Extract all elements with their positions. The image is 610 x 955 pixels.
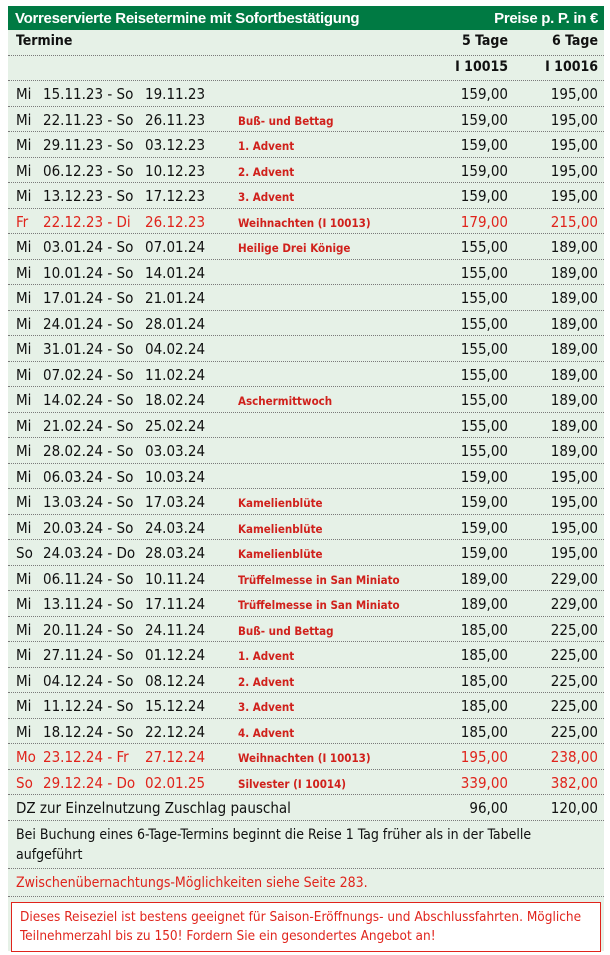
date-end: 21.01.24 xyxy=(145,289,206,307)
price-5-tage: 185,00 xyxy=(460,646,508,664)
price-5-tage: 179,00 xyxy=(460,212,508,231)
price-5-tage: 189,00 xyxy=(460,595,508,613)
price-5-tage: 195,00 xyxy=(460,748,508,766)
weekday-start: Mi xyxy=(16,161,32,180)
weekday-start: Mi xyxy=(16,365,32,384)
date-end: 24.03.24 xyxy=(145,518,206,537)
date-end: 17.11.24 xyxy=(145,595,206,613)
weekday-start: Mi xyxy=(16,238,32,256)
column-header-row xyxy=(8,30,604,56)
weekday-start: Mi xyxy=(16,136,32,154)
weekday-start: So xyxy=(16,544,33,562)
row-note: 3. Advent xyxy=(238,700,295,714)
price-5-tage: 159,00 xyxy=(460,493,508,511)
column-header-5-tage: 5 Tage xyxy=(462,33,508,49)
date-start: 18.12.24 - So xyxy=(43,722,134,741)
price-6-tage: 229,00 xyxy=(550,569,598,588)
row-note: Buß- und Bettag xyxy=(238,113,334,128)
date-start: 22.12.23 - Di xyxy=(43,212,131,231)
date-start: 29.11.23 - So xyxy=(43,136,134,154)
price-5-tage: 189,00 xyxy=(460,569,508,588)
date-end: 28.01.24 xyxy=(145,314,206,333)
price-5-tage: 159,00 xyxy=(460,518,508,537)
date-end: 15.12.24 xyxy=(145,697,206,715)
weekday-start: Mi xyxy=(16,467,32,486)
row-note: Heilige Drei Könige xyxy=(238,241,351,255)
date-start: 24.03.24 - Do xyxy=(43,544,136,562)
price-6-tage: 238,00 xyxy=(550,748,598,766)
table-row xyxy=(8,566,604,592)
price-5-tage: 339,00 xyxy=(460,773,508,792)
row-note: Trüffelmesse in San Miniato xyxy=(238,572,400,587)
price-5-tage: 185,00 xyxy=(460,722,508,741)
date-start: 23.12.24 - Fr xyxy=(43,748,129,766)
weekday-start: Mi xyxy=(16,442,32,460)
table-row xyxy=(8,489,604,515)
date-end: 18.02.24 xyxy=(145,391,206,409)
price-5-tage: 159,00 xyxy=(460,85,508,103)
date-end: 01.12.24 xyxy=(145,646,206,664)
price-6-tage: 189,00 xyxy=(550,416,598,435)
date-end: 03.03.24 xyxy=(145,442,206,460)
date-end: 26.11.23 xyxy=(145,110,206,129)
date-start: 13.03.24 - So xyxy=(43,493,134,511)
weekday-start: Mi xyxy=(16,391,32,409)
single-room-label: DZ zur Einzelnutzung Zuschlag pauschal xyxy=(16,799,291,817)
date-start: 15.11.23 - So xyxy=(43,85,134,103)
weekday-start: Mo xyxy=(16,748,36,766)
weekday-start: Mi xyxy=(16,110,32,129)
weekday-start: Mi xyxy=(16,493,32,511)
info-box: Dieses Reiseziel ist bestens geeignet für Saison-Eröffnungs- und Abschlussfahrten. Mögliche Teilnehmerzahl bis zu 150! Fordern Sie ein gesondertes Angebot an! xyxy=(11,902,601,952)
table-row xyxy=(8,158,604,184)
date-end: 28.03.24 xyxy=(145,544,206,562)
price-6-tage: 189,00 xyxy=(550,365,598,384)
table-row xyxy=(8,311,604,337)
weekday-start: Mi xyxy=(16,620,32,639)
price-5-tage: 155,00 xyxy=(460,442,508,460)
date-end: 07.01.24 xyxy=(145,238,206,256)
single-room-row xyxy=(8,795,604,821)
date-end: 17.12.23 xyxy=(145,187,206,205)
date-start: 24.01.24 - So xyxy=(43,314,134,333)
price-5-tage: 159,00 xyxy=(460,136,508,154)
price-6-tage: 189,00 xyxy=(550,391,598,409)
column-code-row xyxy=(8,56,604,82)
table-row xyxy=(8,336,604,362)
table-row xyxy=(8,209,604,235)
price-5-tage: 155,00 xyxy=(460,289,508,307)
table-row xyxy=(8,668,604,694)
weekday-start: Mi xyxy=(16,289,32,307)
weekday-start: Mi xyxy=(16,314,32,333)
price-6-tage: 195,00 xyxy=(550,85,598,103)
price-6-tage: 225,00 xyxy=(550,620,598,639)
price-6-tage: 195,00 xyxy=(550,161,598,180)
price-5-tage: 159,00 xyxy=(460,110,508,129)
travel-dates-table xyxy=(8,6,604,951)
weekday-start: Mi xyxy=(16,646,32,664)
row-note: 1. Advent xyxy=(238,139,295,153)
table-title-bar xyxy=(8,6,604,30)
price-6-tage: 195,00 xyxy=(550,518,598,537)
date-start: 07.02.24 - So xyxy=(43,365,134,384)
price-6-tage: 195,00 xyxy=(550,136,598,154)
date-start: 21.02.24 - So xyxy=(43,416,134,435)
date-start: 28.02.24 - So xyxy=(43,442,134,460)
date-start: 22.11.23 - So xyxy=(43,110,134,129)
date-end: 10.11.24 xyxy=(145,569,206,588)
row-note: Weihnachten (I 10013) xyxy=(238,215,371,230)
price-5-tage: 155,00 xyxy=(460,416,508,435)
single-room-price-6: 120,00 xyxy=(550,799,598,817)
table-row xyxy=(8,464,604,490)
column-header-6-tage: 6 Tage xyxy=(552,33,598,49)
price-6-tage: 195,00 xyxy=(550,467,598,486)
single-room-price-5: 96,00 xyxy=(469,799,508,817)
price-6-tage: 215,00 xyxy=(550,212,598,231)
price-6-tage: 189,00 xyxy=(550,263,598,282)
price-6-tage: 382,00 xyxy=(550,773,598,792)
price-6-tage: 225,00 xyxy=(550,697,598,715)
date-start: 29.12.24 - Do xyxy=(43,773,136,792)
date-end: 25.02.24 xyxy=(145,416,206,435)
stopover-note: Zwischenübernachtungs-Möglichkeiten siehe Seite 283. xyxy=(8,869,604,897)
booking-note: Bei Buchung eines 6-Tage-Termins beginnt die Reise 1 Tag früher als in der Tabelle aufgeführt xyxy=(8,821,604,869)
row-note: Kamelienblüte xyxy=(238,547,323,561)
table-row xyxy=(8,387,604,413)
price-5-tage: 155,00 xyxy=(460,263,508,282)
date-start: 13.11.24 - So xyxy=(43,595,134,613)
price-6-tage: 225,00 xyxy=(550,722,598,741)
column-header-termine: Termine xyxy=(16,33,73,49)
date-end: 27.12.24 xyxy=(145,748,206,766)
table-row xyxy=(8,260,604,286)
table-row xyxy=(8,770,604,796)
row-note: Buß- und Bettag xyxy=(238,623,334,638)
weekday-start: Mi xyxy=(16,518,32,537)
weekday-start: Mi xyxy=(16,722,32,741)
date-start: 20.03.24 - So xyxy=(43,518,134,537)
price-5-tage: 185,00 xyxy=(460,620,508,639)
date-start: 14.02.24 - So xyxy=(43,391,134,409)
price-6-tage: 229,00 xyxy=(550,595,598,613)
table-row xyxy=(8,693,604,719)
price-5-tage: 159,00 xyxy=(460,544,508,562)
date-start: 06.03.24 - So xyxy=(43,467,134,486)
date-end: 10.12.23 xyxy=(145,161,206,180)
row-note: Weihnachten (I 10013) xyxy=(238,751,371,765)
date-end: 03.12.23 xyxy=(145,136,206,154)
weekday-start: Mi xyxy=(16,671,32,690)
price-5-tage: 155,00 xyxy=(460,238,508,256)
row-note: Kamelienblüte xyxy=(238,521,323,536)
date-start: 03.01.24 - So xyxy=(43,238,134,256)
price-6-tage: 195,00 xyxy=(550,110,598,129)
price-6-tage: 189,00 xyxy=(550,238,598,256)
date-end: 19.11.23 xyxy=(145,85,206,103)
row-note: 3. Advent xyxy=(238,190,295,204)
weekday-start: Mi xyxy=(16,263,32,282)
price-6-tage: 189,00 xyxy=(550,442,598,460)
table-row xyxy=(8,285,604,311)
weekday-start: Mi xyxy=(16,187,32,205)
price-5-tage: 159,00 xyxy=(460,161,508,180)
row-note: Silvester (I 10014) xyxy=(238,776,347,791)
date-end: 17.03.24 xyxy=(145,493,206,511)
date-end: 14.01.24 xyxy=(145,263,206,282)
date-start: 27.11.24 - So xyxy=(43,646,134,664)
weekday-start: Mi xyxy=(16,340,32,358)
price-5-tage: 185,00 xyxy=(460,697,508,715)
date-start: 31.01.24 - So xyxy=(43,340,134,358)
table-row xyxy=(8,617,604,643)
price-6-tage: 189,00 xyxy=(550,289,598,307)
date-start: 11.12.24 - So xyxy=(43,697,134,715)
row-note: Kamelienblüte xyxy=(238,496,323,510)
table-row xyxy=(8,413,604,439)
row-note: 2. Advent xyxy=(238,674,295,689)
weekday-start: Mi xyxy=(16,595,32,613)
date-end: 26.12.23 xyxy=(145,212,206,231)
date-start: 17.01.24 - So xyxy=(43,289,134,307)
date-rows xyxy=(8,81,604,795)
date-end: 08.12.24 xyxy=(145,671,206,690)
table-row xyxy=(8,744,604,770)
price-6-tage: 195,00 xyxy=(550,187,598,205)
table-row xyxy=(8,515,604,541)
table-title: Vorreservierte Reisetermine mit Sofortbestätigung xyxy=(15,9,360,27)
table-row xyxy=(8,719,604,745)
date-end: 02.01.25 xyxy=(145,773,206,792)
extra-section xyxy=(8,795,604,952)
price-5-tage: 159,00 xyxy=(460,467,508,486)
row-note: Aschermittwoch xyxy=(238,394,333,408)
weekday-start: Mi xyxy=(16,569,32,588)
table-row xyxy=(8,642,604,668)
table-row xyxy=(8,132,604,158)
price-6-tage: 189,00 xyxy=(550,340,598,358)
date-start: 13.12.23 - So xyxy=(43,187,134,205)
price-5-tage: 155,00 xyxy=(460,391,508,409)
price-6-tage: 225,00 xyxy=(550,646,598,664)
table-row xyxy=(8,183,604,209)
price-5-tage: 159,00 xyxy=(460,187,508,205)
table-row xyxy=(8,107,604,133)
price-6-tage: 225,00 xyxy=(550,671,598,690)
weekday-start: So xyxy=(16,773,33,792)
price-6-tage: 195,00 xyxy=(550,493,598,511)
date-end: 04.02.24 xyxy=(145,340,206,358)
date-end: 24.11.24 xyxy=(145,620,206,639)
price-5-tage: 155,00 xyxy=(460,340,508,358)
weekday-start: Mi xyxy=(16,416,32,435)
row-note: Trüffelmesse in San Miniato xyxy=(238,598,400,612)
date-start: 20.11.24 - So xyxy=(43,620,134,639)
weekday-start: Fr xyxy=(16,212,29,231)
price-6-tage: 189,00 xyxy=(550,314,598,333)
weekday-start: Mi xyxy=(16,85,32,103)
price-5-tage: 155,00 xyxy=(460,314,508,333)
table-row xyxy=(8,362,604,388)
row-note: 1. Advent xyxy=(238,649,295,663)
code-5-tage: I 10015 xyxy=(455,58,508,75)
table-row xyxy=(8,540,604,566)
code-6-tage: I 10016 xyxy=(545,58,598,75)
date-start: 04.12.24 - So xyxy=(43,671,134,690)
table-row xyxy=(8,234,604,260)
date-end: 10.03.24 xyxy=(145,467,206,486)
date-start: 06.11.24 - So xyxy=(43,569,134,588)
price-5-tage: 155,00 xyxy=(460,365,508,384)
row-note: 2. Advent xyxy=(238,164,295,179)
table-row xyxy=(8,591,604,617)
table-row xyxy=(8,81,604,107)
date-start: 10.01.24 - So xyxy=(43,263,134,282)
price-6-tage: 195,00 xyxy=(550,544,598,562)
date-start: 06.12.23 - So xyxy=(43,161,134,180)
table-row xyxy=(8,438,604,464)
price-5-tage: 185,00 xyxy=(460,671,508,690)
weekday-start: Mi xyxy=(16,697,32,715)
date-end: 22.12.24 xyxy=(145,722,206,741)
row-note: 4. Advent xyxy=(238,725,295,740)
date-end: 11.02.24 xyxy=(145,365,206,384)
price-note: Preise p. P. in € xyxy=(494,9,598,27)
